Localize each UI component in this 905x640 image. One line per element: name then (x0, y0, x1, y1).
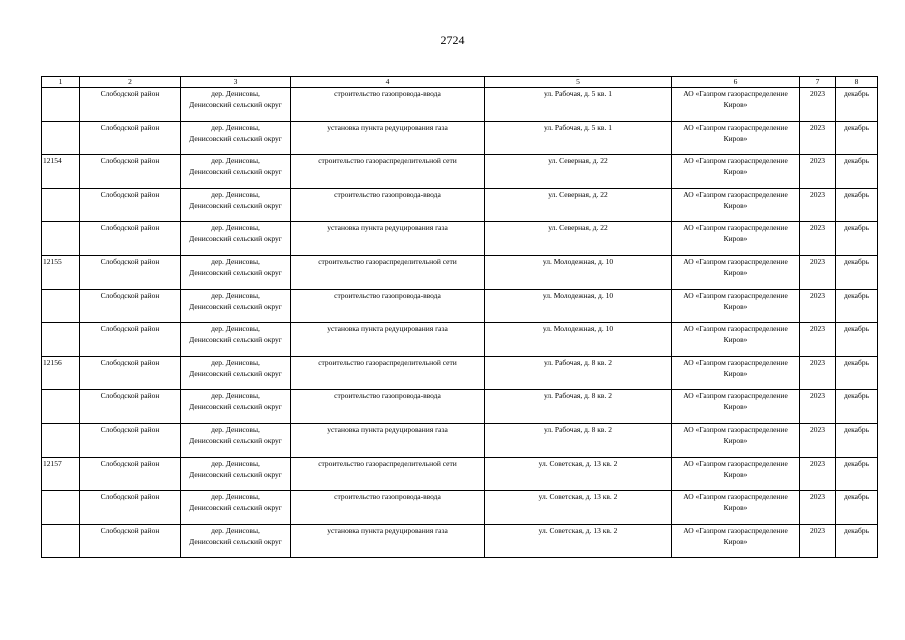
work-type-cell: строительство газораспределительной сети (291, 155, 485, 189)
work-type-cell: строительство газораспределительной сети (291, 255, 485, 289)
month-cell: декабрь (836, 390, 878, 424)
settlement-cell (181, 88, 291, 122)
work-type-cell: строительство газопровода-ввода (291, 491, 485, 525)
organization-name: АО «Газпром газораспределение (683, 357, 788, 367)
organization-city: Киров» (723, 133, 748, 143)
organization-cell (672, 121, 800, 155)
organization-city: Киров» (723, 335, 748, 345)
organization-cell (672, 423, 800, 457)
address-cell: ул. Северная, д. 22 (485, 155, 672, 189)
settlement-cell (181, 222, 291, 256)
table-row (42, 188, 878, 222)
organization-cell (672, 255, 800, 289)
settlement-district: Денисовский сельский округ (189, 234, 282, 244)
settlement-district: Денисовский сельский округ (189, 335, 282, 345)
settlement-district: Денисовский сельский округ (189, 200, 282, 210)
organization-city: Киров» (723, 469, 748, 479)
organization-city: Киров» (723, 200, 748, 210)
settlement-district: Денисовский сельский округ (189, 133, 282, 143)
settlement-district: Денисовский сельский округ (189, 402, 282, 412)
settlement-cell (181, 323, 291, 357)
settlement-name: дер. Денисовы, (211, 122, 260, 132)
district-cell: Слободской район (80, 121, 181, 155)
organization-name: АО «Газпром газораспределение (683, 391, 788, 401)
table-row (42, 88, 878, 122)
work-type-cell: установка пункта редуцирования газа (291, 323, 485, 357)
district-cell: Слободской район (80, 155, 181, 189)
table-row (42, 524, 878, 558)
settlement-cell (181, 289, 291, 323)
object-number (42, 121, 80, 155)
month-cell: декабрь (836, 457, 878, 491)
work-type-cell: строительство газопровода-ввода (291, 88, 485, 122)
organization-cell (672, 390, 800, 424)
organization-city: Киров» (723, 167, 748, 177)
object-number (42, 524, 80, 558)
settlement-name: дер. Денисовы, (211, 256, 260, 266)
organization-name: АО «Газпром газораспределение (683, 424, 788, 434)
column-header: 6 (672, 77, 800, 88)
organization-name: АО «Газпром газораспределение (683, 89, 788, 98)
address-cell: ул. Советская, д. 13 кв. 2 (485, 457, 672, 491)
month-cell: декабрь (836, 423, 878, 457)
address-cell: ул. Рабочая, д. 8 кв. 2 (485, 356, 672, 390)
organization-cell (672, 222, 800, 256)
district-cell: Слободской район (80, 423, 181, 457)
district-cell: Слободской район (80, 255, 181, 289)
settlement-name: дер. Денисовы, (211, 525, 260, 535)
settlement-cell (181, 457, 291, 491)
address-cell: ул. Рабочая, д. 8 кв. 2 (485, 423, 672, 457)
settlement-cell (181, 491, 291, 525)
address-cell: ул. Советская, д. 13 кв. 2 (485, 491, 672, 525)
settlement-name: дер. Денисовы, (211, 290, 260, 300)
object-number (42, 491, 80, 525)
organization-name: АО «Газпром газораспределение (683, 492, 788, 502)
organization-name: АО «Газпром газораспределение (683, 324, 788, 334)
year-cell: 2023 (800, 88, 836, 122)
district-cell: Слободской район (80, 323, 181, 357)
organization-cell (672, 155, 800, 189)
settlement-name: дер. Денисовы, (211, 189, 260, 199)
organization-city: Киров» (723, 234, 748, 244)
column-header: 1 (42, 77, 80, 88)
settlement-name: дер. Денисовы, (211, 357, 260, 367)
organization-city: Киров» (723, 267, 748, 277)
district-cell: Слободской район (80, 457, 181, 491)
month-cell: декабрь (836, 289, 878, 323)
table-row (42, 289, 878, 323)
settlement-district: Денисовский сельский округ (189, 536, 282, 546)
month-cell: декабрь (836, 323, 878, 357)
year-cell: 2023 (800, 356, 836, 390)
settlement-name: дер. Денисовы, (211, 156, 260, 166)
month-cell: декабрь (836, 88, 878, 122)
organization-name: АО «Газпром газораспределение (683, 458, 788, 468)
year-cell: 2023 (800, 390, 836, 424)
settlement-district: Денисовский сельский округ (189, 469, 282, 479)
settlement-district: Денисовский сельский округ (189, 368, 282, 378)
object-number (42, 289, 80, 323)
organization-cell (672, 88, 800, 122)
organization-city: Киров» (723, 301, 748, 311)
object-number (42, 188, 80, 222)
organization-name: АО «Газпром газораспределение (683, 122, 788, 132)
organization-cell (672, 356, 800, 390)
organization-cell (672, 524, 800, 558)
address-cell: ул. Рабочая, д. 5 кв. 1 (485, 88, 672, 122)
year-cell: 2023 (800, 289, 836, 323)
organization-cell (672, 188, 800, 222)
organization-cell (672, 323, 800, 357)
district-cell: Слободской район (80, 188, 181, 222)
settlement-name: дер. Денисовы, (211, 324, 260, 334)
address-cell: ул. Северная, д. 22 (485, 222, 672, 256)
settlement-district: Денисовский сельский округ (189, 100, 282, 109)
address-cell: ул. Рабочая, д. 5 кв. 1 (485, 121, 672, 155)
address-cell: ул. Северная, д. 22 (485, 188, 672, 222)
month-cell: декабрь (836, 121, 878, 155)
year-cell: 2023 (800, 155, 836, 189)
month-cell: декабрь (836, 491, 878, 525)
month-cell: декабрь (836, 356, 878, 390)
organization-cell (672, 457, 800, 491)
organization-name: АО «Газпром газораспределение (683, 290, 788, 300)
table-row (42, 222, 878, 256)
object-number: 12156 (42, 356, 80, 390)
year-cell: 2023 (800, 457, 836, 491)
work-type-cell: установка пункта редуцирования газа (291, 524, 485, 558)
table-row (42, 255, 878, 289)
address-cell: ул. Молодежная, д. 10 (485, 289, 672, 323)
year-cell: 2023 (800, 524, 836, 558)
table-row (42, 457, 878, 491)
district-cell: Слободской район (80, 524, 181, 558)
settlement-cell (181, 524, 291, 558)
table-row (42, 491, 878, 525)
address-cell: ул. Молодежная, д. 10 (485, 323, 672, 357)
organization-name: АО «Газпром газораспределение (683, 223, 788, 233)
organization-name: АО «Газпром газораспределение (683, 189, 788, 199)
year-cell: 2023 (800, 323, 836, 357)
settlement-cell (181, 155, 291, 189)
settlement-cell (181, 423, 291, 457)
settlement-district: Денисовский сельский округ (189, 301, 282, 311)
settlement-cell (181, 356, 291, 390)
object-number: 12154 (42, 155, 80, 189)
settlement-cell (181, 255, 291, 289)
month-cell: декабрь (836, 155, 878, 189)
table-row (42, 323, 878, 357)
work-type-cell: установка пункта редуцирования газа (291, 222, 485, 256)
work-type-cell: строительство газопровода-ввода (291, 289, 485, 323)
year-cell: 2023 (800, 491, 836, 525)
work-type-cell: строительство газораспределительной сети (291, 356, 485, 390)
organization-city: Киров» (723, 402, 748, 412)
column-header: 3 (181, 77, 291, 88)
table-row (42, 155, 878, 189)
settlement-cell (181, 390, 291, 424)
work-type-cell: строительство газопровода-ввода (291, 188, 485, 222)
work-type-cell: строительство газораспределительной сети (291, 457, 485, 491)
district-cell: Слободской район (80, 356, 181, 390)
month-cell: декабрь (836, 222, 878, 256)
organization-city: Киров» (723, 536, 748, 546)
organization-cell (672, 491, 800, 525)
organization-name: АО «Газпром газораспределение (683, 256, 788, 266)
column-header: 5 (485, 77, 672, 88)
organization-city: Киров» (723, 435, 748, 445)
work-type-cell: установка пункта редуцирования газа (291, 423, 485, 457)
address-cell: ул. Молодежная, д. 10 (485, 255, 672, 289)
table-row (42, 356, 878, 390)
settlement-cell (181, 121, 291, 155)
work-type-cell: установка пункта редуцирования газа (291, 121, 485, 155)
table-row (42, 121, 878, 155)
year-cell: 2023 (800, 188, 836, 222)
month-cell: декабрь (836, 255, 878, 289)
settlement-name: дер. Денисовы, (211, 223, 260, 233)
header-row (42, 77, 878, 88)
column-header: 7 (800, 77, 836, 88)
organization-city: Киров» (723, 100, 748, 109)
object-number (42, 222, 80, 256)
object-number (42, 423, 80, 457)
address-cell: ул. Рабочая, д. 8 кв. 2 (485, 390, 672, 424)
page-number: 2724 (440, 33, 465, 47)
column-header: 2 (80, 77, 181, 88)
district-cell: Слободской район (80, 390, 181, 424)
district-cell: Слободской район (80, 491, 181, 525)
settlement-district: Денисовский сельский округ (189, 267, 282, 277)
organization-name: АО «Газпром газораспределение (683, 525, 788, 535)
register-table (41, 76, 878, 558)
settlement-district: Денисовский сельский округ (189, 167, 282, 177)
settlement-name: дер. Денисовы, (211, 424, 260, 434)
settlement-name: дер. Денисовы, (211, 492, 260, 502)
object-number (42, 390, 80, 424)
settlement-name: дер. Денисовы, (211, 89, 260, 98)
organization-city: Киров» (723, 503, 748, 513)
settlement-cell (181, 188, 291, 222)
object-number (42, 323, 80, 357)
month-cell: декабрь (836, 188, 878, 222)
work-type-cell: строительство газопровода-ввода (291, 390, 485, 424)
district-cell: Слободской район (80, 289, 181, 323)
settlement-name: дер. Денисовы, (211, 458, 260, 468)
month-cell: декабрь (836, 524, 878, 558)
address-cell: ул. Советская, д. 13 кв. 2 (485, 524, 672, 558)
organization-cell (672, 289, 800, 323)
settlement-district: Денисовский сельский округ (189, 435, 282, 445)
year-cell: 2023 (800, 423, 836, 457)
settlement-district: Денисовский сельский округ (189, 503, 282, 513)
year-cell: 2023 (800, 121, 836, 155)
district-cell: Слободской район (80, 222, 181, 256)
column-header: 8 (836, 77, 878, 88)
object-number: 12157 (42, 457, 80, 491)
district-cell: Слободской район (80, 88, 181, 122)
year-cell: 2023 (800, 222, 836, 256)
table-row (42, 423, 878, 457)
object-number (42, 88, 80, 122)
column-header: 4 (291, 77, 485, 88)
year-cell: 2023 (800, 255, 836, 289)
organization-name: АО «Газпром газораспределение (683, 156, 788, 166)
object-number: 12155 (42, 255, 80, 289)
organization-city: Киров» (723, 368, 748, 378)
settlement-name: дер. Денисовы, (211, 391, 260, 401)
table-row (42, 390, 878, 424)
